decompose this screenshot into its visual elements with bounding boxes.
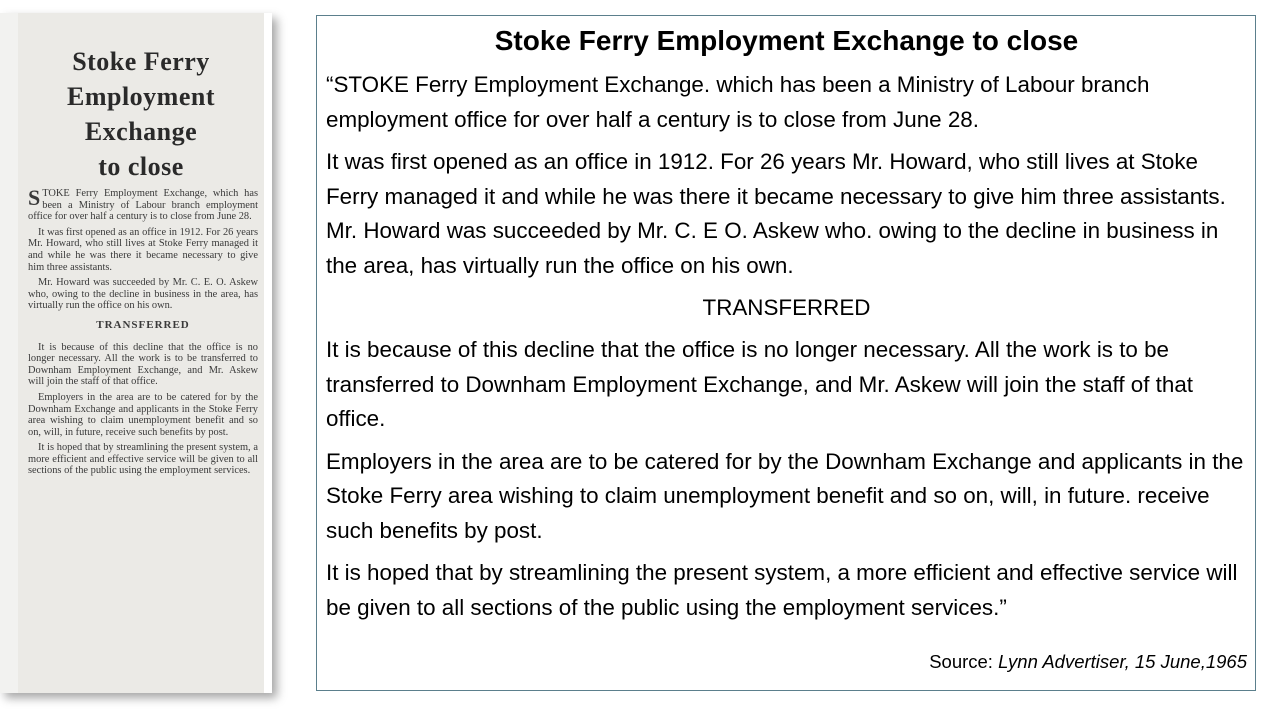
transcript-paragraph-5: It is hoped that by streamlining the present system, a more efficient and effective service will be given to all sections of the public using the employment services.” — [326, 560, 1238, 620]
transcript-title: Stoke Ferry Employment Exchange to close — [494, 25, 1079, 56]
clipping-headline-line: to close — [98, 152, 184, 181]
clipping-paragraph-text: TOKE Ferry Employment Exchange, which has been a Ministry of Labour branch employment office for over half a century is to close from June 28. — [28, 188, 258, 223]
clipping-left-margin — [0, 13, 18, 693]
clipping-paragraph: It is because of this decline that the office is no longer necessary. All the work is to be transferred to Downham Employment Exchange, and Mr. Askew will join the staff of that office. — [28, 341, 258, 388]
source-label: Source: — [929, 651, 993, 672]
clipping-headline-line: Employment — [67, 82, 215, 111]
newspaper-clipping-image — [0, 13, 272, 693]
clipping-paragraph: Employers in the area are to be catered for by the Downham Exchange and applicants in the Stoke Ferry area wishing to claim unemployment benefit and so on, will, in future, receive such benefits by post. — [28, 391, 258, 438]
clipping-subhead: TRANSFERRED — [96, 318, 190, 331]
newspaper-clipping — [18, 13, 264, 693]
transcript-paragraph-1: “STOKE Ferry Employment Exchange. which has been a Ministry of Labour branch employment office for over half a century is to close from June 28. — [326, 72, 1150, 132]
clipping-paragraph — [28, 185, 258, 223]
transcript-paragraph-2: It was first opened as an office in 1912. For 26 years Mr. Howard, who still lives at Stoke Ferry managed it and while he was there it became necessary to give him three assistants. Mr. Howard was succeeded by Mr. C. E O. Askew who. owing to the decline in business in the area, has virtually run the office on his own. — [326, 149, 1226, 278]
source-citation — [929, 649, 1247, 675]
clipping-headline — [18, 44, 264, 184]
clipping-paragraph: It was first opened as an office in 1912. For 26 years Mr. Howard, who still lives at Stoke Ferry managed it and while he was there it became necessary to give him three assistants. — [28, 226, 258, 273]
transcript-subhead: TRANSFERRED — [702, 295, 871, 320]
clipping-dropcap: S — [28, 185, 41, 210]
source-publication: Lynn Advertiser, 15 June,1965 — [998, 651, 1247, 672]
transcript-paragraph-3: It is because of this decline that the office is no longer necessary. All the work is to be transferred to Downham Employment Exchange, and Mr. Askew will join the staff of that office. — [326, 337, 1194, 431]
clipping-paragraph: It is hoped that by streamlining the present system, a more efficient and effective service will be given to all sections of the public using the employment services. — [28, 442, 258, 477]
transcript-paragraph-4: Employers in the area are to be catered for by the Downham Exchange and applicants in the Stoke Ferry area wishing to claim unemployment benefit and so on, will, in future. receive such benefits by post. — [326, 448, 1244, 543]
clipping-headline-line: Stoke Ferry — [72, 47, 210, 76]
clipping-paragraph: Mr. Howard was succeeded by Mr. C. E. O. Askew who, owing to the decline in business in the area, has virtually run the office on his own. — [28, 277, 258, 312]
clipping-body — [28, 185, 258, 477]
transcript-panel — [316, 15, 1256, 691]
clipping-headline-line: Exchange — [84, 117, 198, 146]
